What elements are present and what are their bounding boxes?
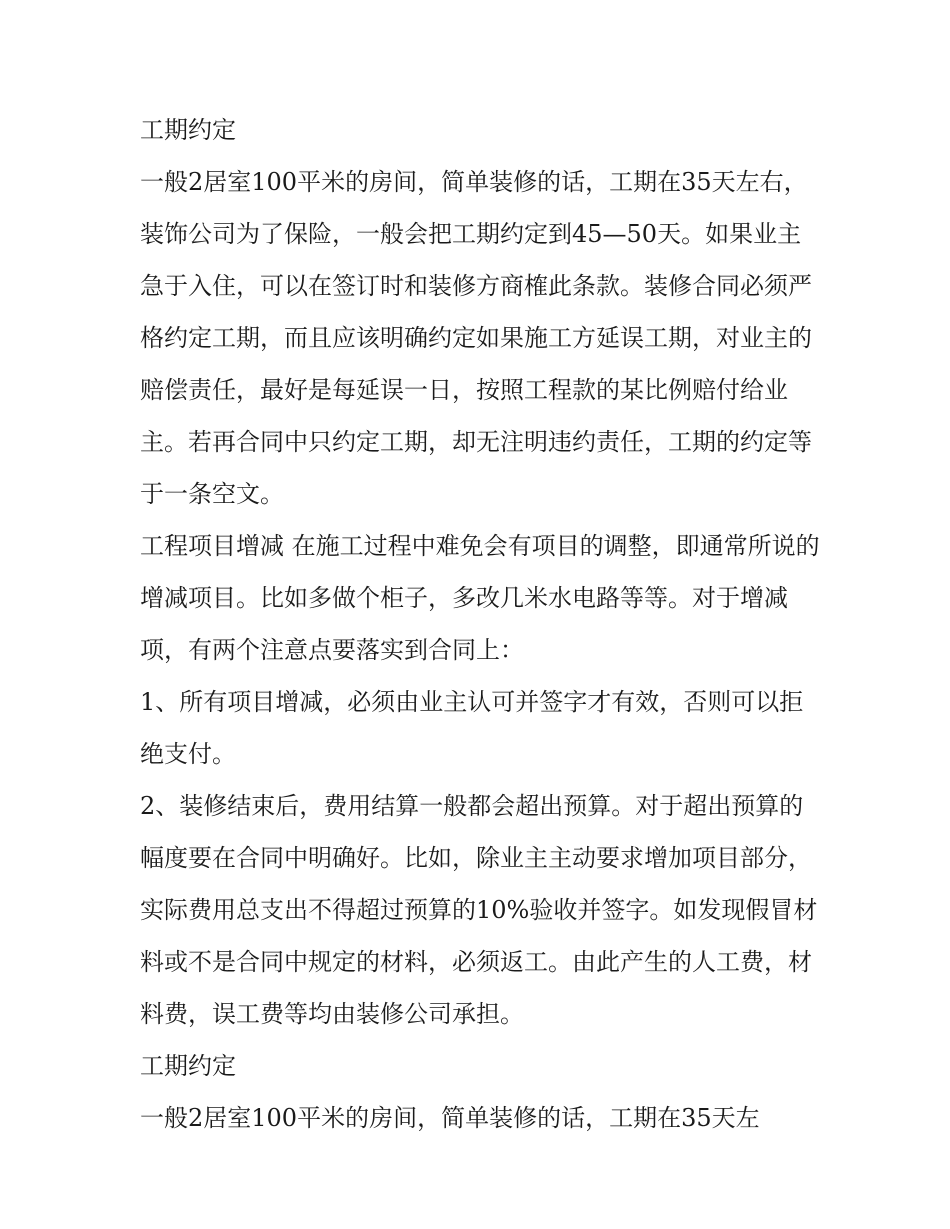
paragraph-schedule-terms-repeat: 一般2居室100平米的房间，简单装修的话，工期在35天左 bbox=[140, 1104, 760, 1132]
section-heading-schedule: 工期约定 bbox=[140, 116, 236, 144]
list-item-change-approval: 1、所有项目增减，必须由业主认可并签字才有效，否则可以拒绝支付。 bbox=[140, 688, 804, 768]
document-body bbox=[140, 104, 820, 1144]
list-item-budget-overrun: 2、装修结束后，费用结算一般都会超出预算。对于超出预算的幅度要在合同中明确好。比如，除业主主动要求增加项目部分，实际费用总支出不得超过预算的10%验收并签字。如发现假冒材料或不是合同中规定的材料，必须返工。由此产生的人工费，材料费，误工费等均由装修公司承担。 bbox=[140, 792, 818, 1028]
section-heading-schedule-repeat: 工期约定 bbox=[140, 1052, 236, 1080]
paragraph-schedule-terms: 一般2居室100平米的房间，简单装修的话，工期在35天左右，装饰公司为了保险，一般会把工期约定到45—50天。如果业主急于入住，可以在签订时和装修方商榷此条款。装修合同必须严格约定工期，而且应该明确约定如果施工方延误工期，对业主的赔偿责任，最好是每延误一日，按照工程款的某比例赔付给业主。若再合同中只约定工期，却无注明违约责任，工期的约定等于一条空文。 bbox=[140, 168, 812, 508]
paragraph-project-changes: 工程项目增减 在施工过程中难免会有项目的调整，即通常所说的增减项目。比如多做个柜子，多改几米水电路等等。对于增减项，有两个注意点要落实到合同上： bbox=[140, 532, 820, 664]
